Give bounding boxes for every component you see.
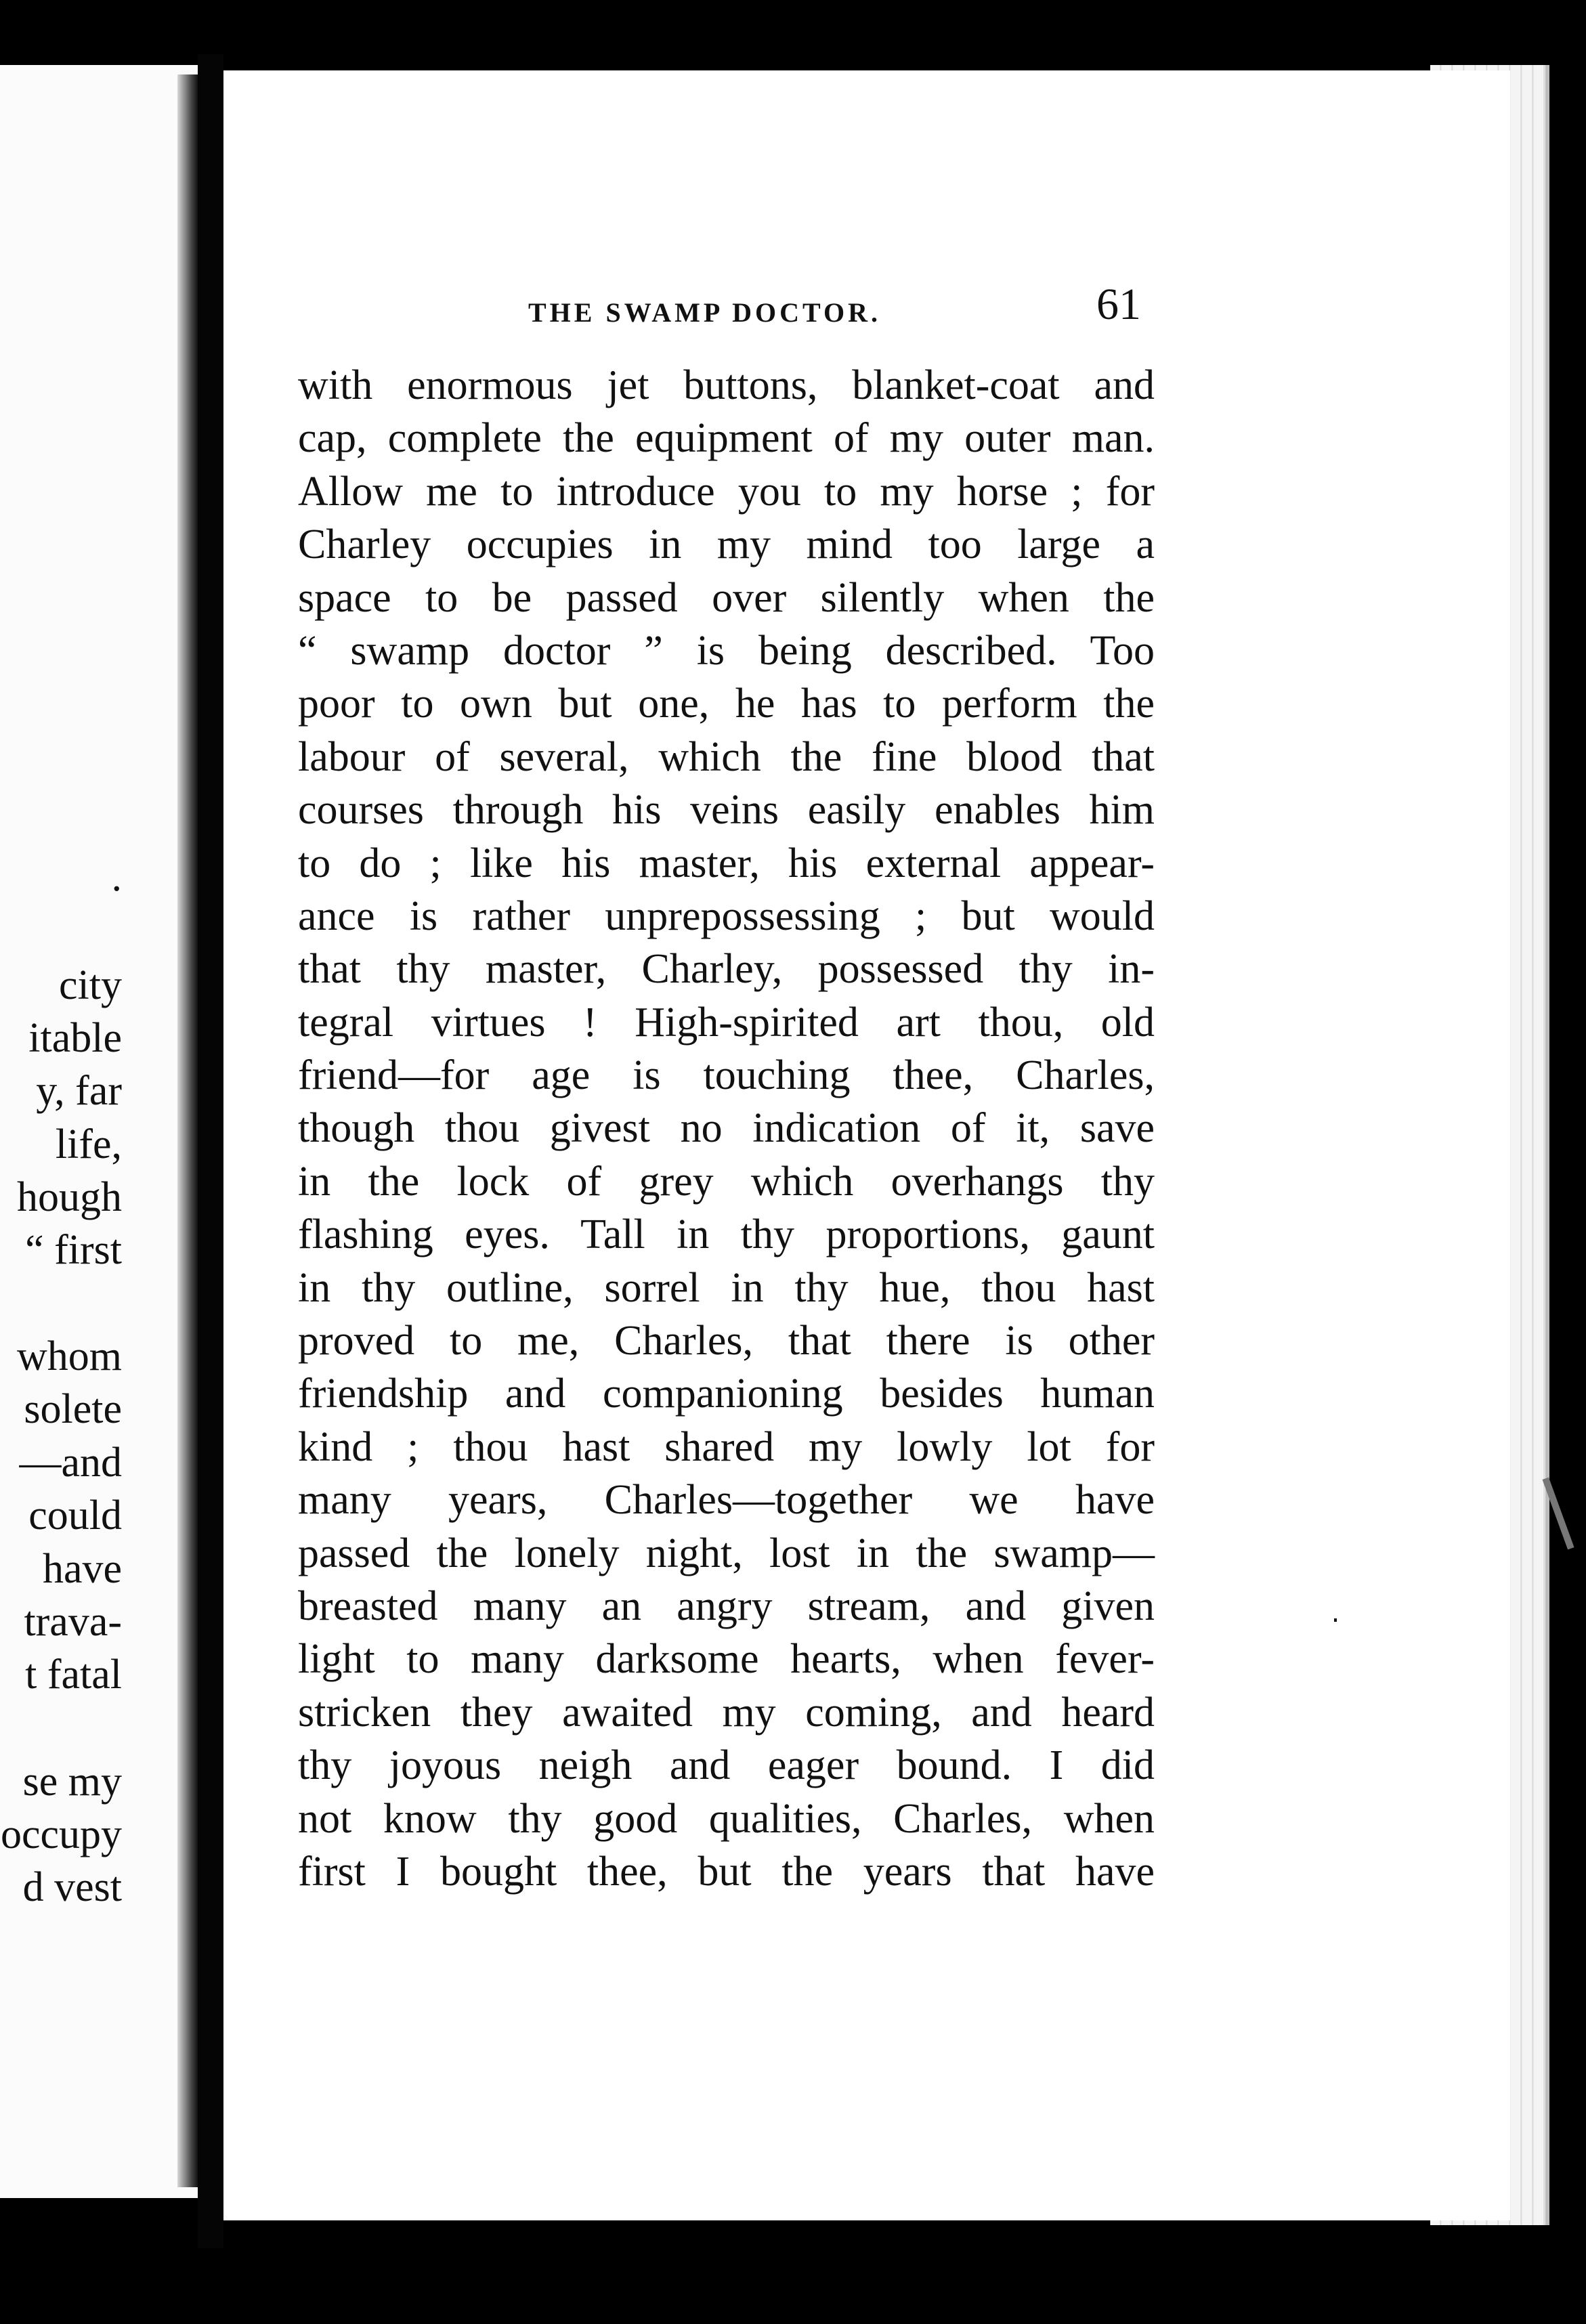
text-line: that thy master, Charley, possessed thy in- [298,946,1155,993]
running-head: THE SWAMP DOCTOR. [528,297,881,328]
left-page-line: trava- [24,1599,122,1645]
left-page-line: d vest [22,1864,122,1910]
left-page-line: city [59,962,122,1008]
left-page-line: y, far [36,1068,122,1114]
text-line: thy joyous neigh and eager bound. I did [298,1742,1155,1789]
body-text [298,359,1155,1898]
text-line: ance is rather unprepossessing ; but would [298,892,1155,939]
text-line: with enormous jet buttons, blanket-coat and [298,362,1155,408]
left-page-line: t fatal [25,1652,122,1698]
text-line: first I bought thee, but the years that have [298,1848,1155,1895]
text-line: in thy outline, sorrel in thy hue, thou hast [298,1264,1155,1311]
text-line: Charley occupies in my mind too large a [298,521,1155,568]
text-line: in the lock of grey which overhangs thy [298,1158,1155,1205]
text-line: “ swamp doctor ” is being described. Too [298,627,1155,674]
text-line: tegral virtues ! High-spirited art thou, old [298,999,1155,1046]
text-line: cap, complete the equipment of my outer man. [298,415,1155,462]
text-line: not know thy good qualities, Charles, when [298,1795,1155,1842]
text-line: Allow me to introduce you to my horse ; for [298,468,1155,515]
page-header [298,271,1141,332]
text-line: to do ; like his master, his external appear- [298,840,1155,886]
text-line: many years, Charles—together we have [298,1477,1155,1524]
left-page-line: have [42,1546,122,1592]
left-page-line: occupy [0,1811,122,1857]
text-line: kind ; thou hast shared my lowly lot for [298,1423,1155,1470]
text-line: labour of several, which the fine blood that [298,733,1155,780]
left-page-line: . [111,854,122,900]
left-page-line: whom [17,1333,122,1379]
left-page-line: solete [24,1386,122,1432]
text-line: space to be passed over silently when the [298,574,1155,621]
left-page-line: could [28,1492,122,1538]
text-line: poor to own but one, he has to perform the [298,681,1155,727]
left-page-line: —and [19,1440,122,1486]
text-line: courses through his veins easily enables him [298,787,1155,834]
book-gutter [198,54,223,2248]
text-line: passed the lonely night, lost in the swamp— [298,1530,1155,1576]
page-fold-shadow [177,74,198,2187]
left-page-line: se my [22,1759,122,1805]
scan-speck [1334,1618,1337,1622]
left-page-line: life, [55,1121,122,1167]
text-line: breasted many an angry stream, and given [298,1583,1155,1629]
left-page-line: “ first [25,1227,122,1273]
text-line: friend—for age is touching thee, Charles, [298,1052,1155,1099]
text-line: though thou givest no indication of it, save [298,1105,1155,1152]
page-number: 61 [1096,280,1141,329]
text-line: proved to me, Charles, that there is other [298,1318,1155,1364]
left-page-line: itable [28,1015,122,1061]
text-line: friendship and companioning besides human [298,1371,1155,1417]
left-page-line: hough [17,1174,122,1220]
text-line: flashing eyes. Tall in thy proportions, gaunt [298,1211,1155,1258]
text-line: light to many darksome hearts, when fever- [298,1636,1155,1683]
text-line: stricken they awaited my coming, and heard [298,1689,1155,1736]
